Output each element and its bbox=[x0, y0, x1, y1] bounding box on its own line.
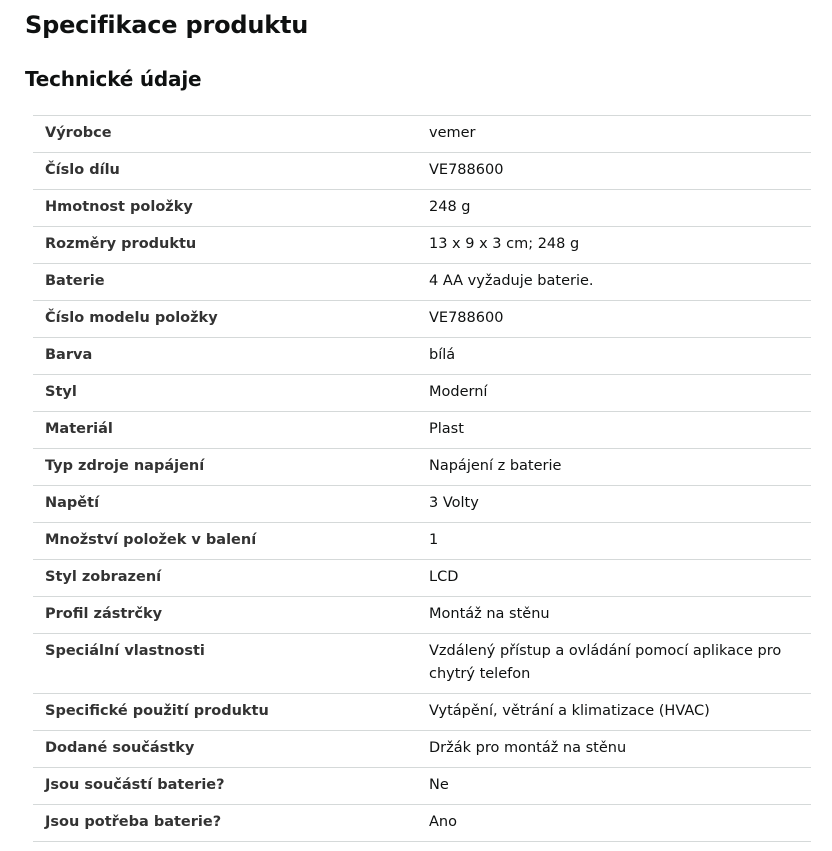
spec-label: Specifické použití produktu bbox=[45, 703, 269, 719]
table-row bbox=[33, 634, 811, 694]
table-row bbox=[33, 768, 811, 805]
spec-label: Styl bbox=[45, 384, 77, 400]
table-row bbox=[33, 264, 811, 301]
spec-label: Speciální vlastnosti bbox=[45, 643, 205, 659]
spec-value: 13 x 9 x 3 cm; 248 g bbox=[429, 236, 580, 252]
spec-label: Barva bbox=[45, 347, 93, 363]
page-title: Specifikace produktu bbox=[25, 11, 309, 39]
spec-value: Držák pro montáž na stěnu bbox=[429, 740, 627, 756]
table-row bbox=[33, 597, 811, 634]
spec-label: Číslo dílu bbox=[45, 162, 120, 178]
table-row bbox=[33, 486, 811, 523]
spec-table bbox=[33, 115, 811, 842]
table-row bbox=[33, 805, 811, 842]
spec-value: Moderní bbox=[429, 384, 488, 400]
spec-value: 1 bbox=[429, 532, 439, 548]
spec-value: Vytápění, větrání a klimatizace (HVAC) bbox=[429, 703, 710, 719]
spec-value: vemer bbox=[429, 125, 476, 141]
table-row bbox=[33, 694, 811, 731]
spec-value: 4 AA vyžaduje baterie. bbox=[429, 273, 594, 289]
spec-label: Jsou součástí baterie? bbox=[45, 777, 225, 793]
spec-value: 248 g bbox=[429, 199, 471, 215]
table-row bbox=[33, 116, 811, 153]
spec-value: Plast bbox=[429, 421, 464, 437]
table-row bbox=[33, 560, 811, 597]
table-row bbox=[33, 227, 811, 264]
spec-value: Napájení z baterie bbox=[429, 458, 562, 474]
table-row bbox=[33, 190, 811, 227]
table-row bbox=[33, 153, 811, 190]
table-row bbox=[33, 375, 811, 412]
table-row bbox=[33, 301, 811, 338]
spec-label: Hmotnost položky bbox=[45, 199, 193, 215]
spec-label: Číslo modelu položky bbox=[45, 310, 218, 326]
spec-value: Ano bbox=[429, 814, 457, 830]
spec-value: Vzdálený přístup a ovládání pomocí aplikace pro chytrý telefon bbox=[429, 643, 782, 682]
spec-label: Výrobce bbox=[45, 125, 112, 141]
table-row bbox=[33, 412, 811, 449]
spec-label: Materiál bbox=[45, 421, 113, 437]
table-row bbox=[33, 523, 811, 560]
spec-value: Montáž na stěnu bbox=[429, 606, 550, 622]
spec-label: Napětí bbox=[45, 495, 100, 511]
spec-value: VE788600 bbox=[429, 162, 504, 178]
table-row bbox=[33, 338, 811, 375]
spec-value: bílá bbox=[429, 347, 456, 363]
table-row bbox=[33, 731, 811, 768]
spec-value: Ne bbox=[429, 777, 449, 793]
spec-value: 3 Volty bbox=[429, 495, 479, 511]
spec-label: Profil zástrčky bbox=[45, 606, 163, 622]
spec-value: LCD bbox=[429, 569, 459, 585]
spec-label: Množství položek v balení bbox=[45, 532, 257, 548]
spec-label: Jsou potřeba baterie? bbox=[45, 814, 222, 830]
spec-label: Rozměry produktu bbox=[45, 236, 197, 252]
spec-label: Baterie bbox=[45, 273, 105, 289]
spec-label: Typ zdroje napájení bbox=[45, 458, 205, 474]
spec-label: Styl zobrazení bbox=[45, 569, 162, 585]
spec-value: VE788600 bbox=[429, 310, 504, 326]
spec-label: Dodané součástky bbox=[45, 740, 195, 756]
table-row bbox=[33, 449, 811, 486]
section-title: Technické údaje bbox=[25, 67, 202, 91]
